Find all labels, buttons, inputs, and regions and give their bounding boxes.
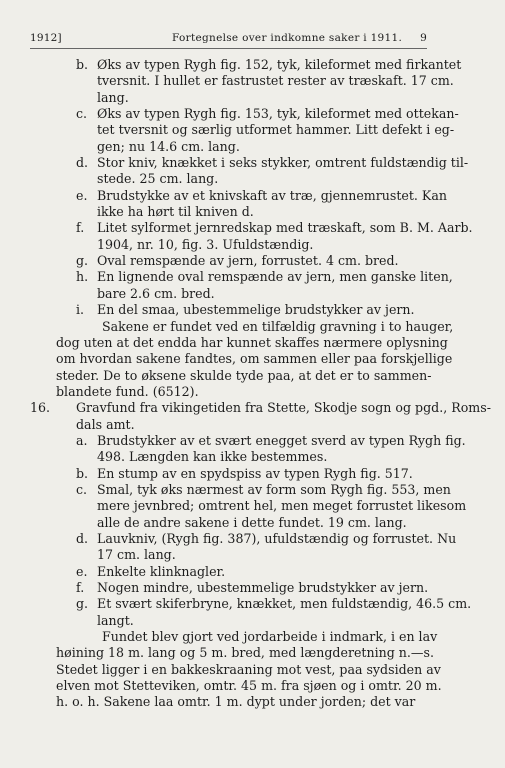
item-number: 16. [30, 400, 51, 416]
entry-item [30, 106, 459, 155]
paragraph-line: Gravfund fra vikingetiden fra Stette, Skodje sogn og pgd., Roms- [76, 400, 491, 416]
entry-label: i. [76, 302, 85, 318]
entry-label: e. [76, 187, 88, 203]
page-number: 9 [420, 32, 427, 44]
paragraph-line: om hvordan sakene fandtes, om sammen eller paa forskjellige [56, 351, 453, 367]
entry-label: b. [76, 57, 89, 72]
entry-item [30, 302, 428, 318]
entry-item [30, 57, 462, 106]
entry-text-line: langt. [97, 612, 134, 628]
entry-item [30, 187, 447, 221]
entry-text-line: Lauvkniv, (Rygh fig. 387), ufuldstændig og forrustet. Nu [97, 530, 457, 546]
entry-label: h. [76, 269, 89, 285]
entry-text-line: Nogen mindre, ubestemmelige brudstykker av jern. [97, 580, 429, 595]
item-16 [30, 400, 491, 433]
paragraph-line: dals amt. [76, 416, 135, 432]
entry-item [30, 530, 457, 564]
entry-label: d. [76, 155, 89, 171]
paragraph-line: elven mot Stetteviken, omtr. 45 m. fra sjøen og i omtr. 20 m. [56, 678, 442, 694]
entry-text-line: Stor kniv, knækket i seks stykker, omtrent fuldstændig til- [97, 155, 469, 171]
entry-item [30, 580, 428, 596]
paragraph-line: Stedet ligger i en bakkeskraaning mot vest, paa sydsiden av [56, 661, 441, 677]
entry-text-line: ikke ha hørt til kniven d. [97, 204, 254, 220]
entry-label: e. [76, 563, 88, 579]
entry-item [30, 269, 453, 302]
entry-item [30, 155, 469, 188]
entry-item [30, 481, 467, 531]
entry-text-line: 498. Længden kan ikke bestemmes. [97, 449, 328, 465]
entry-label: g. [76, 596, 89, 612]
entry-text-line: Øks av typen Rygh fig. 153, tyk, kileformet med ottekan- [97, 106, 459, 122]
entry-text-line: alle de andre sakene i dette fundet. 19 cm. lang. [97, 514, 407, 530]
entry-text-line: En del smaa, ubestemmelige brudstykker av jern. [97, 302, 415, 318]
entry-list-15 [30, 57, 473, 319]
entry-text-line: stede. 25 cm. lang. [97, 171, 219, 187]
entry-item [30, 466, 428, 482]
entry-text-line: Litet sylformet jernredskap med træskaft, som B. M. Aarb. [97, 220, 473, 236]
entry-item [30, 596, 472, 629]
entry-text-line: En stump av en spydspiss av typen Rygh fig. 517. [97, 465, 413, 481]
entry-text-line: tversnit. I hullet er fastrustet rester av træskaft. 17 cm. [97, 73, 454, 89]
entry-label: c. [76, 481, 88, 497]
entry-item [30, 220, 473, 253]
entry-text-line: mere jevnbred; omtrent hel, men meget forrustet likesom [97, 498, 467, 514]
entry-text-line: Brudstykke av et knivskaft av træ, gjennemrustet. Kan [97, 187, 447, 203]
paragraph-line: h. o. h. Sakene laa omtr. 1 m. dypt under jorden; det var [56, 694, 416, 710]
entry-label: g. [76, 253, 89, 269]
entry-text-line: Enkelte klinknagler. [97, 563, 226, 579]
entry-label: c. [76, 106, 88, 122]
entry-text-line: 1904, nr. 10, fig. 3. Ufuldstændig. [97, 236, 314, 252]
entry-item [30, 432, 466, 466]
entry-text-line: En lignende oval remspænde av jern, men ganske liten, [97, 269, 453, 285]
header-year: 1912] [30, 32, 62, 44]
entry-text-line: Øks av typen Rygh fig. 152, tyk, kileformet med firkantet [97, 57, 462, 72]
paragraph-line: steder. De to øksene skulde tyde paa, at det er to sammen- [56, 367, 432, 383]
entry-text-line: lang. [97, 89, 129, 105]
entry-label: f. [76, 220, 85, 236]
entry-label: d. [76, 530, 89, 546]
entry-label: b. [76, 465, 89, 481]
entry-text-line: tet tversnit og særlig utformet hammer. Litt defekt i eg- [97, 122, 455, 138]
paragraph-find-15 [30, 318, 454, 401]
paragraph-line: Fundet blev gjort ved jordarbeide i indmark, i en lav [102, 629, 438, 645]
entry-text-line: 17 cm. lang. [97, 547, 176, 563]
page-body [30, 57, 491, 711]
paragraph-line: høining 18 m. lang og 5 m. bred, med længderetning n.—s. [56, 645, 434, 661]
entry-label: a. [76, 432, 88, 448]
entry-label: f. [76, 580, 85, 595]
paragraph-line: dog uten at det endda har kunnet skaffes nærmere oplysning [56, 334, 448, 350]
entry-text-line: Et svært skiferbryne, knækket, men fuldstændig, 46.5 cm. [97, 596, 472, 612]
entry-item [30, 564, 428, 580]
entry-list-16 [30, 432, 472, 629]
paragraph-line: blandete fund. (6512). [56, 383, 199, 399]
header-rule [30, 48, 427, 49]
entry-text-line: Smal, tyk øks nærmest av form som Rygh fig. 553, men [97, 481, 451, 497]
entry-text-line: Brudstykker av et svært enegget sverd av typen Rygh fig. [97, 432, 466, 448]
entry-text-line: bare 2.6 cm. bred. [97, 285, 215, 301]
header-title: Fortegnelse over indkomne saker i 1911. [172, 32, 403, 44]
entry-item [30, 253, 428, 269]
entry-text-line: gen; nu 14.6 cm. lang. [97, 138, 240, 154]
entry-text-line: Oval remspænde av jern, forrustet. 4 cm. bred. [97, 253, 399, 269]
paragraph-find-16 [30, 629, 442, 711]
paragraph-line: Sakene er fundet ved en tilfældig gravning i to hauger, [102, 318, 454, 334]
